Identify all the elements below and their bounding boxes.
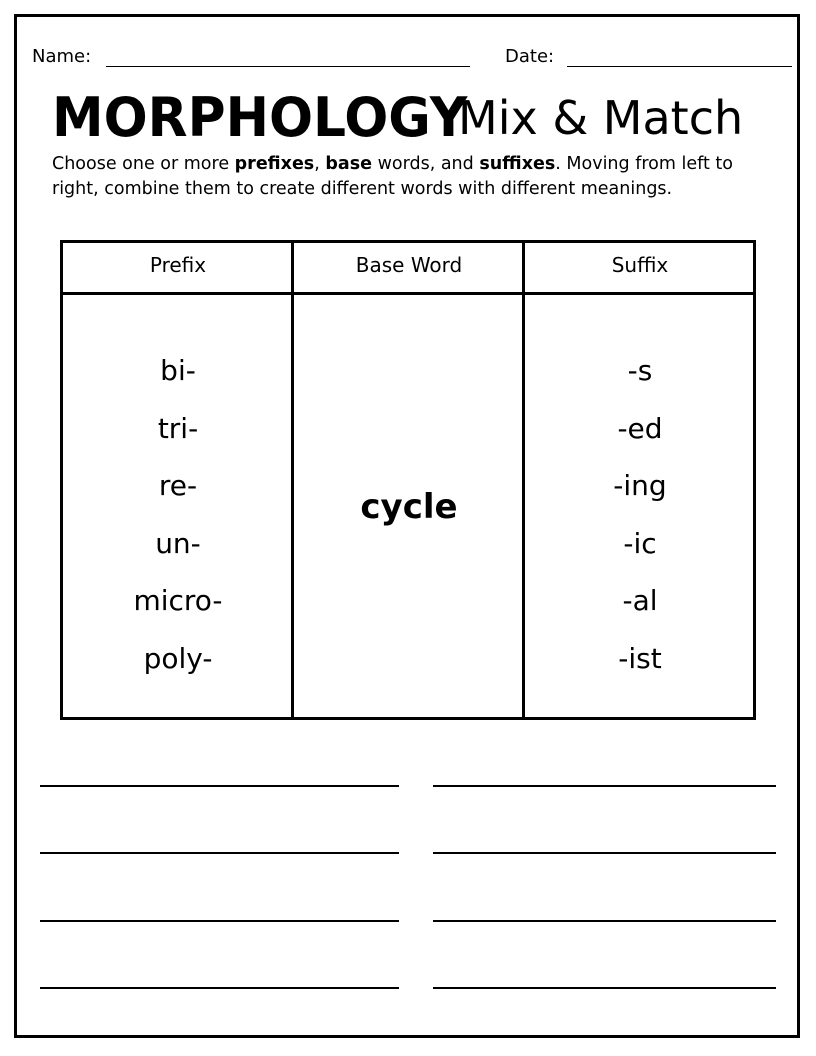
- name-label: Name:: [32, 46, 92, 67]
- morphology-table: [60, 240, 756, 720]
- answer-line[interactable]: [433, 987, 776, 989]
- instructions-text-4: . Moving from left to right, combine them to create different words with different meanings.: [52, 154, 733, 199]
- date-write-line[interactable]: [567, 66, 792, 67]
- prefix-column: [63, 355, 293, 700]
- instructions-bold-prefixes: prefixes: [234, 154, 315, 174]
- title-sub: Mix & Match: [458, 91, 744, 145]
- instructions-text-1: Choose one or more: [52, 154, 235, 174]
- prefix-item: bi-: [160, 354, 196, 387]
- base-word: cycle: [360, 487, 458, 527]
- prefix-item: micro-: [133, 584, 223, 617]
- answer-line[interactable]: [40, 852, 399, 854]
- suffix-item: -ing: [613, 469, 667, 502]
- instructions-bold-suffixes: suffixes: [479, 154, 556, 174]
- suffix-item: -ed: [617, 411, 663, 445]
- instructions-bold-base: base: [325, 154, 372, 174]
- title-main: MORPHOLOGY: [52, 86, 468, 149]
- instructions-text-2: ,: [314, 154, 326, 174]
- base-word-header: Base Word: [355, 253, 463, 277]
- answer-line[interactable]: [40, 785, 399, 787]
- answer-line[interactable]: [433, 785, 776, 787]
- prefix-item: poly-: [143, 641, 213, 675]
- prefix-item: tri-: [157, 411, 199, 445]
- answer-line[interactable]: [40, 987, 399, 989]
- suffix-header: Suffix: [611, 253, 669, 277]
- suffix-item: -al: [622, 584, 658, 617]
- suffix-column: [525, 355, 755, 700]
- header-divider: [63, 292, 753, 295]
- prefix-item: re-: [158, 469, 198, 502]
- suffix-item: -ic: [623, 526, 657, 560]
- name-write-line[interactable]: [106, 66, 470, 67]
- worksheet-title: [52, 86, 744, 149]
- answer-line[interactable]: [433, 852, 776, 854]
- answer-line[interactable]: [433, 920, 776, 922]
- date-label: Date:: [505, 46, 555, 67]
- suffix-item: -s: [627, 354, 653, 387]
- instructions-text-3: words, and: [372, 154, 480, 174]
- instructions: [52, 152, 772, 202]
- prefix-item: un-: [155, 526, 201, 560]
- suffix-item: -ist: [618, 641, 662, 675]
- answer-line[interactable]: [40, 920, 399, 922]
- prefix-header: Prefix: [149, 253, 207, 277]
